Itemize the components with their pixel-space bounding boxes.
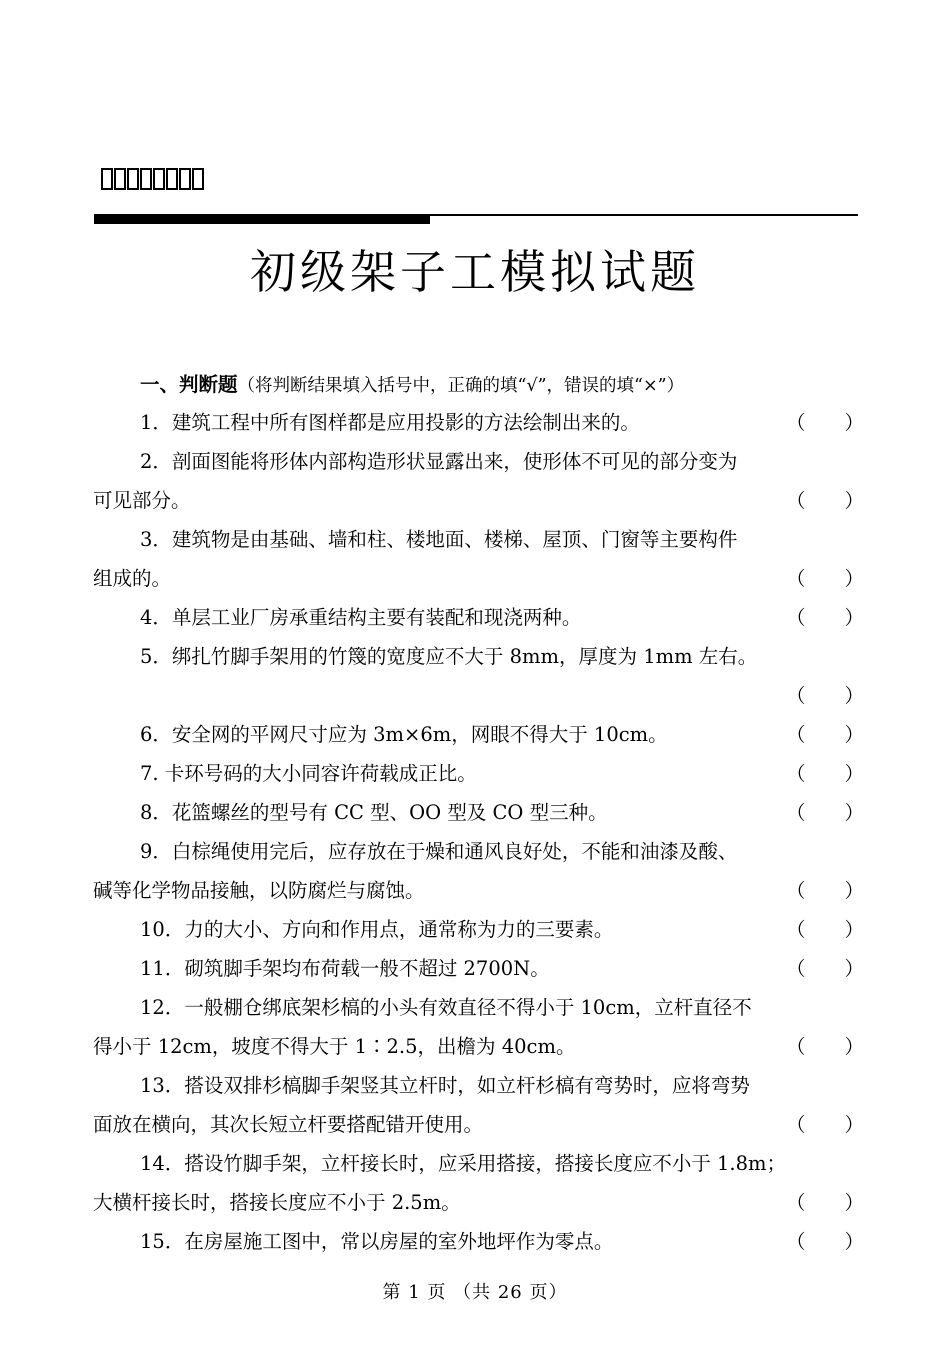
question-line bbox=[93, 949, 865, 988]
question-text: 得小于 12cm，坡度不得大于 1∶2.5，出檐为 40cm。 bbox=[93, 1035, 576, 1058]
answer-blank[interactable]: （ ） bbox=[786, 918, 865, 941]
question-line bbox=[93, 403, 865, 442]
question-text: 4．单层工业厂房承重结构主要有装配和现浇两种。 bbox=[140, 606, 582, 629]
answer-blank[interactable]: （ ） bbox=[786, 1230, 865, 1253]
question-line bbox=[93, 871, 865, 910]
page-title: 初级架子工模拟试题 bbox=[250, 245, 700, 299]
answer-blank[interactable]: （ ） bbox=[786, 723, 865, 746]
header-label-box bbox=[140, 168, 152, 190]
answer-blank[interactable]: （ ） bbox=[786, 1113, 865, 1136]
question-line bbox=[93, 910, 865, 949]
answer-blank[interactable]: （ ） bbox=[786, 411, 865, 434]
answer-blank[interactable]: （ ） bbox=[786, 684, 865, 707]
question-text: 12．一般棚仓绑底架杉槁的小头有效直径不得小于 10cm，立杆直径不 bbox=[140, 996, 752, 1019]
question-line bbox=[93, 832, 858, 871]
question-line bbox=[93, 598, 865, 637]
question-text: 大横杆接长时，搭接长度应不小于 2.5m。 bbox=[93, 1191, 461, 1214]
question-text: 14．搭设竹脚手架，立杆接长时，应采用搭接，搭接长度应不小于 1.8m； bbox=[140, 1152, 787, 1175]
header-label-box bbox=[101, 168, 113, 190]
page-footer: 第 1 页 （共 26 页） bbox=[382, 1282, 568, 1303]
question-line bbox=[93, 1144, 858, 1183]
question-text: 面放在横向，其次长短立杆要搭配错开使用。 bbox=[93, 1113, 484, 1136]
question-line bbox=[93, 988, 858, 1027]
question-line bbox=[93, 442, 858, 481]
question-line bbox=[93, 1105, 865, 1144]
question-line bbox=[93, 793, 865, 832]
header-rule-thin bbox=[430, 214, 858, 216]
question-line bbox=[93, 1183, 865, 1222]
question-text: 组成的。 bbox=[93, 567, 172, 590]
answer-blank[interactable]: （ ） bbox=[786, 879, 865, 902]
header-label-box bbox=[114, 168, 126, 190]
question-text: 11．砌筑脚手架均布荷载一般不超过 2700N。 bbox=[140, 957, 550, 980]
question-text: 碱等化学物品接触，以防腐烂与腐蚀。 bbox=[93, 879, 425, 902]
answer-blank[interactable]: （ ） bbox=[786, 957, 865, 980]
question-text: 5．绑扎竹脚手架用的竹篾的宽度应不大于 8mm，厚度为 1mm 左右。 bbox=[140, 645, 758, 668]
question-text: 可见部分。 bbox=[93, 489, 191, 512]
header-label-box bbox=[127, 168, 139, 190]
question-line bbox=[93, 1066, 858, 1105]
header-label-box bbox=[192, 168, 204, 190]
question-text: 8．花篮螺丝的型号有 CC 型、OO 型及 CO 型三种。 bbox=[140, 801, 608, 824]
header-label-boxes bbox=[101, 168, 204, 198]
question-text: 13．搭设双排杉槁脚手架竖其立杆时，如立杆杉槁有弯势时，应将弯势 bbox=[140, 1074, 750, 1097]
question-text: 9．白棕绳使用完后，应存放在于燥和通风良好处，不能和油漆及酸、 bbox=[140, 840, 738, 863]
answer-blank[interactable]: （ ） bbox=[786, 567, 865, 590]
question-text: 1．建筑工程中所有图样都是应用投影的方法绘制出来的。 bbox=[140, 411, 640, 434]
header-label-box bbox=[179, 168, 191, 190]
section-lead: 一、判断题 bbox=[140, 373, 238, 396]
answer-blank[interactable]: （ ） bbox=[786, 606, 865, 629]
header-label-box bbox=[166, 168, 178, 190]
question-text: 3．建筑物是由基础、墙和柱、楼地面、楼梯、屋顶、门窗等主要构件 bbox=[140, 528, 738, 551]
answer-blank[interactable]: （ ） bbox=[786, 762, 865, 785]
question-text: 15．在房屋施工图中，常以房屋的室外地坪作为零点。 bbox=[140, 1230, 614, 1253]
question-line bbox=[93, 1027, 865, 1066]
answer-blank[interactable]: （ ） bbox=[786, 1035, 865, 1058]
question-text: 7. 卡环号码的大小同容许荷载成正比。 bbox=[140, 762, 477, 785]
question-line bbox=[93, 559, 865, 598]
question-text: 10．力的大小、方向和作用点，通常称为力的三要素。 bbox=[140, 918, 614, 941]
question-line bbox=[93, 676, 865, 715]
question-text: 2．剖面图能将形体内部构造形状显露出来，使形体不可见的部分变为 bbox=[140, 450, 738, 473]
header-rule-thick bbox=[94, 214, 430, 224]
answer-blank[interactable]: （ ） bbox=[786, 801, 865, 824]
question-line bbox=[93, 1222, 865, 1261]
section-heading bbox=[93, 367, 858, 403]
question-line bbox=[93, 637, 858, 676]
header-label-box bbox=[153, 168, 165, 190]
answer-blank[interactable]: （ ） bbox=[786, 489, 865, 512]
question-line bbox=[93, 481, 865, 520]
question-line bbox=[93, 754, 865, 793]
question-line bbox=[93, 520, 858, 559]
question-list bbox=[93, 367, 865, 1261]
section-note: （将判断结果填入括号中，正确的填“√”，错误的填“×”） bbox=[237, 376, 685, 396]
question-line bbox=[93, 715, 865, 754]
answer-blank[interactable]: （ ） bbox=[786, 1191, 865, 1214]
question-text: 6．安全网的平网尺寸应为 3m×6m，网眼不得大于 10cm。 bbox=[140, 723, 668, 746]
